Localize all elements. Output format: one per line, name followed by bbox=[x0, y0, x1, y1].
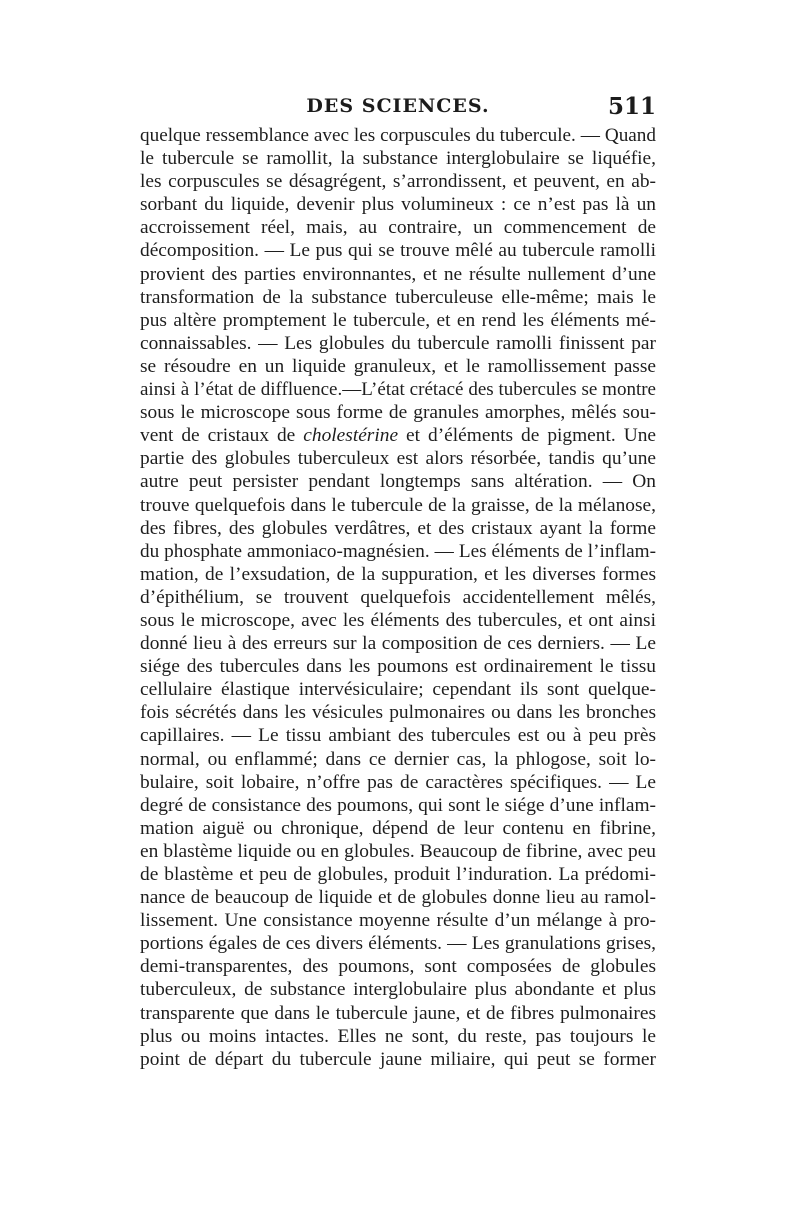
text-line: quelque ressemblance avec les corpuscules du tubercule. — Quand bbox=[140, 125, 656, 146]
text-line: des fibres, des globules verdâtres, et des cristaux ayant la forme bbox=[140, 517, 656, 539]
text-line: sous le microscope, avec les éléments des tubercules, et ont ainsi bbox=[140, 609, 656, 631]
text-line: accroissement réel, mais, au contraire, un commencement de bbox=[140, 217, 656, 239]
text-line: transparente que dans le tubercule jaune, et de fibres pulmonaires bbox=[140, 1002, 656, 1024]
text-line: partie des globules tuberculeux est alors résorbée, tandis qu’une bbox=[140, 448, 656, 470]
text-line: de blastème et peu de globules, produit l’induration. La prédomi- bbox=[140, 864, 656, 885]
text-line: ainsi à l’état de diffluence.—L’état crétacé des tubercules se montre bbox=[140, 379, 656, 401]
text-line: capillaires. — Le tissu ambiant des tubercules est ou à peu près bbox=[140, 725, 656, 747]
text-line: le tubercule se ramollit, la substance interglobulaire se liquéfie, bbox=[140, 148, 656, 170]
text-line: tuberculeux, de substance interglobulaire plus abondante et plus bbox=[140, 979, 656, 1001]
text-line: connaissables. — Les globules du tubercule ramolli finissent par bbox=[140, 332, 656, 354]
text-line: normal, ou enflammé; dans ce dernier cas, la phlogose, soit lo- bbox=[140, 748, 656, 770]
text-line: provient des parties environnantes, et ne résulte nullement d’une bbox=[140, 263, 656, 285]
text-line: demi-transparentes, des poumons, sont composées de globules bbox=[140, 956, 656, 978]
running-head bbox=[140, 95, 656, 125]
text-line: siége des tubercules dans les poumons est ordinairement le tissu bbox=[140, 656, 656, 678]
text-line: décomposition. — Le pus qui se trouve mêlé au tubercule ramolli bbox=[140, 240, 656, 262]
italic-term: cholestérine bbox=[303, 425, 399, 447]
text-line: donné lieu à des erreurs sur la composition de ces derniers. — Le bbox=[140, 633, 656, 655]
text-line: point de départ du tubercule jaune miliaire, qui peut se former bbox=[140, 1048, 656, 1070]
text-line: lissement. Une consistance moyenne résulte d’un mélange à pro- bbox=[140, 910, 656, 932]
text-line: du phosphate ammoniaco-magnésien. — Les éléments de l’inflam- bbox=[140, 540, 656, 562]
text-line: bulaire, soit lobaire, n’offre pas de caractères spécifiques. — Le bbox=[140, 771, 656, 793]
text-line: plus ou moins intactes. Elles ne sont, du reste, pas toujours le bbox=[140, 1025, 656, 1047]
page-number: 511 bbox=[607, 93, 656, 120]
running-title: DES SCIENCES. bbox=[306, 95, 490, 117]
text-line: pus altère promptement le tubercule, et en rend les éléments mé- bbox=[140, 309, 656, 331]
text-line: sorbant du liquide, devenir plus volumineux : ce n’est pas là un bbox=[140, 194, 656, 216]
text-line: fois sécrétés dans les vésicules pulmonaires ou dans les bronches bbox=[140, 702, 656, 724]
text-line: cellulaire élastique intervésiculaire; cependant ils sont quelque- bbox=[140, 679, 656, 701]
body-text bbox=[140, 124, 656, 1071]
text-line: mation aiguë ou chronique, dépend de leur contenu en fibrine, bbox=[140, 817, 656, 839]
text-line: trouve quelquefois dans le tubercule de la graisse, de la mélanose, bbox=[140, 494, 656, 516]
text-line: degré de consistance des poumons, qui sont le siége d’une inflam- bbox=[140, 794, 656, 816]
text-line: transformation de la substance tuberculeuse elle-même; mais le bbox=[140, 286, 656, 308]
text-line: autre peut persister pendant longtemps sans altération. — On bbox=[140, 471, 656, 493]
text-line: d’épithélium, se trouvent quelquefois accidentellement mêlés, bbox=[140, 586, 656, 608]
text-line: mation, de l’exsudation, de la suppuration, et les diverses formes bbox=[140, 563, 656, 585]
text-line: vent de cristaux de cholestérine et d’éléments de pigment. Une bbox=[140, 425, 657, 447]
text-line: portions égales de ces divers éléments. — Les granulations grises, bbox=[140, 933, 656, 955]
text-line: se résoudre en un liquide granuleux, et le ramollissement passe bbox=[140, 355, 656, 377]
text-line: en blastème liquide ou en globules. Beaucoup de fibrine, avec peu bbox=[140, 840, 656, 862]
text-line: nance de beaucoup de liquide et de globules donne lieu au ramol- bbox=[140, 887, 656, 909]
text-line: les corpuscules se désagrégent, s’arrondissent, et peuvent, en ab- bbox=[140, 171, 656, 193]
text-line: sous le microscope sous forme de granules amorphes, mêlés sou- bbox=[140, 402, 656, 424]
